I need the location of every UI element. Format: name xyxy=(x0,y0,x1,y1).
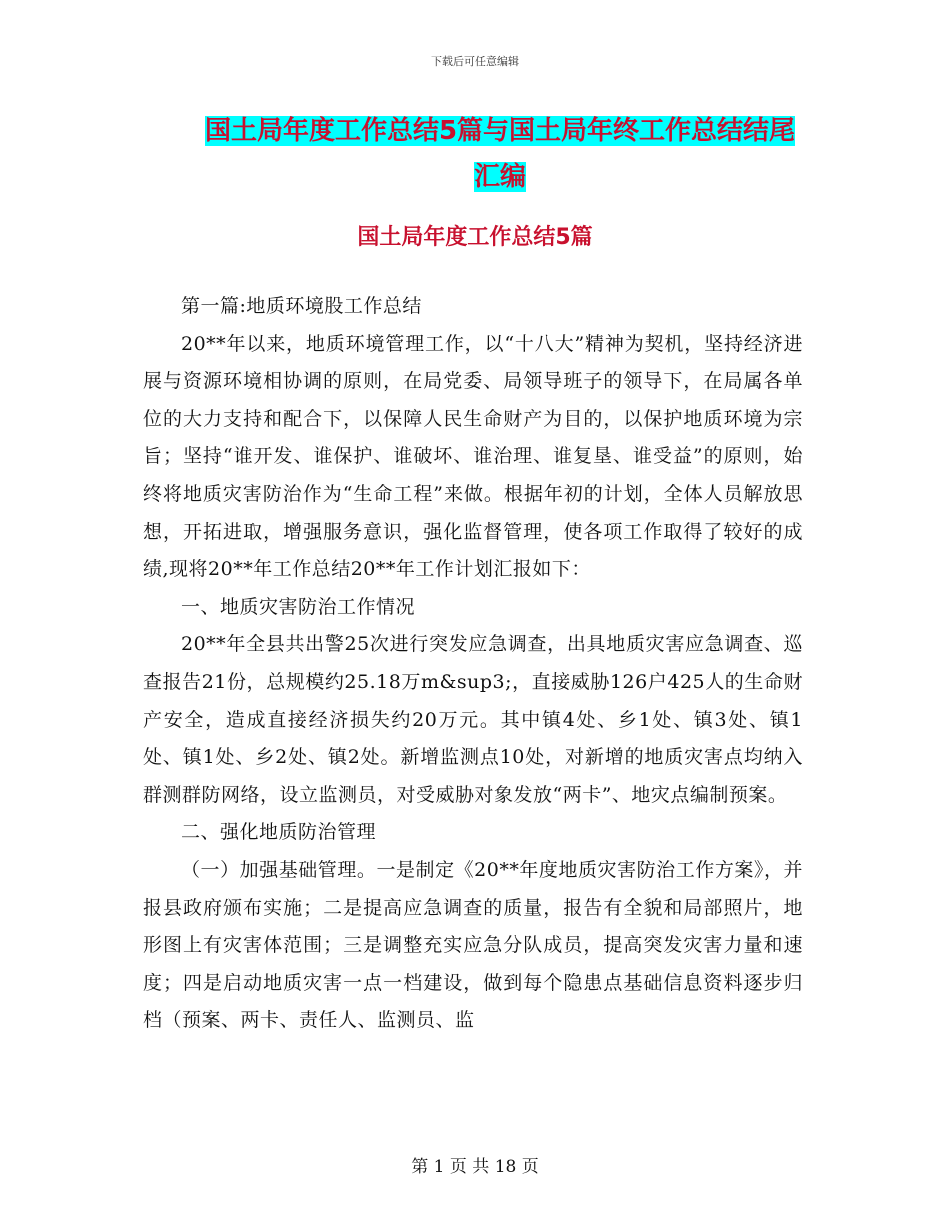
paragraph-subheading-1: 一、地质灾害防治工作情况 xyxy=(181,595,416,618)
paragraph-disaster-stats: 20**年全县共出警25次进行突发应急调查，出具地质灾害应急调查、巡查报告21份，总规模约25.18万m&sup3;，直接威胁126户425人的生命财产安全，造成直接经济损失约20万元。其中镇4处、乡1处、镇3处、镇1处、镇1处、乡2处、镇2处。新增监测点10处，对新增的地质灾害点均纳入群测群防网络，设立监测员，对受威胁对象发放“两卡”、地灾点编制预案。 xyxy=(143,633,803,806)
document-body xyxy=(143,288,803,1040)
paragraph-basic-management: （一）加强基础管理。一是制定《20**年度地质灾害防治工作方案》，并报县政府颁布实施；二是提高应急调查的质量，报告有全貌和局部照片，地形图上有灾害体范围；三是调整充实应急分队成员，提高突发灾害力量和速度；四是启动地质灾害一点一档建设，做到每个隐患点基础信息资料逐步归档（预案、两卡、责任人、监测员、监 xyxy=(143,858,803,1032)
section-heading: 国土局年度工作总结5篇 xyxy=(357,225,593,250)
document-title-line-2: 汇编 xyxy=(473,162,526,192)
document-title-line-1: 国土局年度工作总结5篇与国土局年终工作总结结尾 xyxy=(204,116,796,146)
document-title xyxy=(140,108,860,200)
paragraph-subheading-2: 二、强化地质防治管理 xyxy=(181,821,377,844)
header-note: 下载后可任意编辑 xyxy=(431,55,519,68)
paragraph-chapter-heading: 第一篇:地质环境股工作总结 xyxy=(181,295,422,317)
page-footer: 第 1 页 共 18 页 xyxy=(411,1157,539,1177)
paragraph-intro: 20**年以来，地质环境管理工作，以“十八大”精神为契机，坚持经济进展与资源环境相协调的原则，在局党委、局领导班子的领导下，在局属各单位的大力支持和配合下，以保障人民生命财产为目的，以保护地质环境为宗旨；坚持“谁开发、谁保护、谁破坏、谁治理、谁复垦、谁受益”的原则，始终将地质灾害防治作为“生命工程”来做。根据年初的计划，全体人员解放思想，开拓进取，增强服务意识，强化监督管理，使各项工作取得了较好的成绩,现将20**年工作总结20**年工作计划汇报如下： xyxy=(143,332,803,581)
